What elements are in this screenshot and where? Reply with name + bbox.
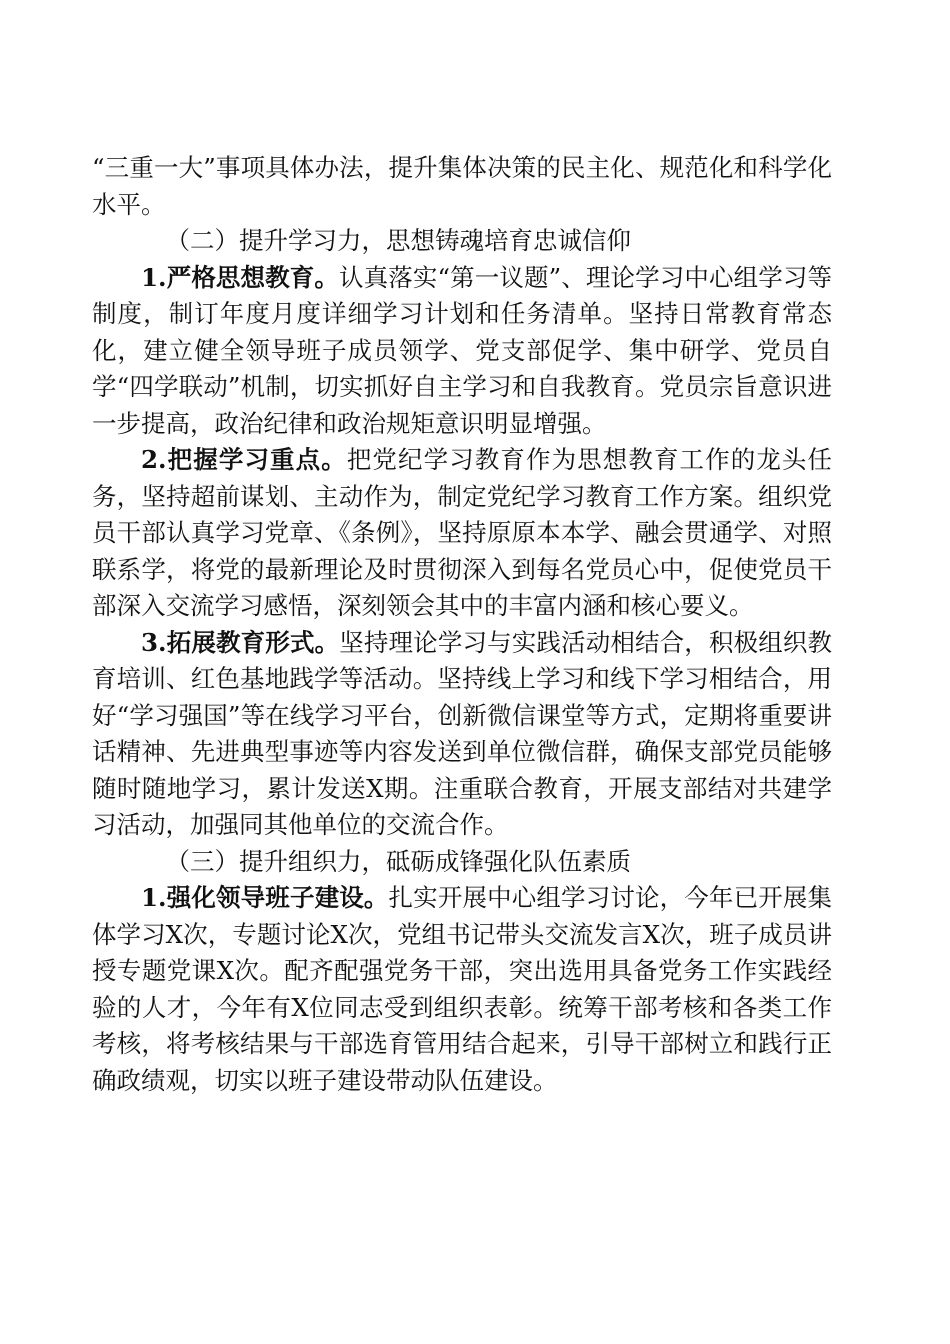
paragraph-learning-focus — [92, 442, 832, 625]
section-heading-3 — [92, 844, 832, 881]
paragraph-text: “三重一大”事项具体办法，提升集体决策的民主化、规范化和科学化水平。 — [92, 153, 832, 219]
paragraph-education-forms — [92, 625, 832, 844]
paragraph-lead: 2.把握学习重点。 — [141, 445, 347, 474]
paragraph-continuation — [92, 150, 832, 223]
section-heading-text: （三）提升组织力，砥砺成锋强化队伍素质 — [165, 846, 631, 876]
paragraph-text: 把党纪学习教育作为思想教育工作的龙头任务，坚持超前谋划、主动作为，制定党纪学习教育工作方案。组织党员干部认真学习党章、《条例》，坚持原原本本学、融会贯通学、对照联系学，将党的最新理论及时贯彻深入到每名党员心中，促使党员干部深入交流学习感悟，深刻领会其中的丰富内涵和核心要义。 — [92, 445, 833, 620]
paragraph-strict-education — [92, 260, 832, 443]
document-page — [92, 150, 832, 1099]
paragraph-text: 认真落实“第一议题”、理论学习中心组学习等制度，制订年度月度详细学习计划和任务清单。坚持日常教育常态化，建立健全领导班子成员领学、党支部促学、集中研学、党员自学“四学联动”机制，切实抓好自主学习和自我教育。党员宗旨意识进一步提高，政治纪律和政治规矩意识明显增强。 — [92, 262, 832, 438]
paragraph-lead: 1.强化领导班子建设。 — [141, 883, 389, 912]
section-heading-2 — [92, 223, 832, 260]
paragraph-text: 扎实开展中心组学习讨论，今年已开展集体学习X次，专题讨论X次，党组书记带头交流发言X次，班子成员讲授专题党课X次。配齐配强党务干部，突出选用具备党务工作实践经验的人才，今年有X位同志受到组织表彰。统筹干部考核和各类工作考核，将考核结果与干部选育管用结合起来，引导干部树立和践行正确政绩观，切实以班子建设带动队伍建设。 — [92, 883, 832, 1095]
paragraph-lead: 1.严格思想教育。 — [141, 262, 340, 292]
paragraph-lead: 3.拓展教育形式。 — [141, 627, 340, 657]
paragraph-text: 坚持理论学习与实践活动相结合，积极组织教育培训、红色基地践学等活动。坚持线上学习和线下学习相结合，用好“学习强国”等在线学习平台，创新微信课堂等方式，定期将重要讲话精神、先进典型事迹等内容发送到单位微信群，确保支部党员能够随时随地学习，累计发送X期。注重联合教育，开展支部结对共建学习活动，加强同其他单位的交流合作。 — [92, 627, 833, 839]
section-heading-text: （二）提升学习力，思想铸魂培育忠诚信仰 — [165, 226, 631, 255]
paragraph-leadership-building — [92, 880, 832, 1099]
